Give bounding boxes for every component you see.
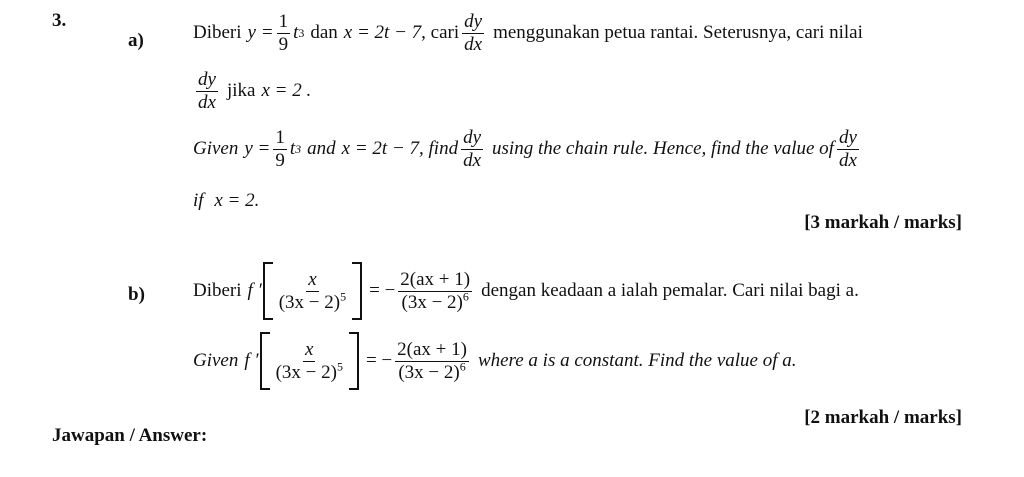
inner-denominator-exponent: 5	[336, 359, 343, 374]
word-diberi: Diberi	[193, 280, 242, 301]
f-prime: f ′	[244, 350, 259, 371]
equals-minus: = −	[369, 280, 396, 301]
part-a-malay-line-2	[193, 70, 311, 113]
inner-fraction	[274, 340, 345, 383]
variable-t: t	[293, 22, 299, 44]
variable-t: t	[289, 138, 296, 160]
question-number: 3.	[52, 10, 67, 31]
rhs-denominator-base: (3x − 2)	[401, 291, 463, 313]
x-value: x = 2 .	[261, 80, 312, 102]
fraction-denominator: 9	[275, 149, 285, 171]
x-expression: x = 2t − 7	[341, 138, 420, 160]
y-equals: y =	[247, 22, 274, 44]
word-dan: dan	[310, 22, 338, 44]
x-expression: x = 2t − 7	[343, 22, 422, 44]
word-find: , find	[419, 138, 459, 160]
malay-instruction-text: dengan keadaan a ialah pemalar. Cari nilai bagi a.	[481, 280, 859, 301]
fraction-numerator: 1	[278, 11, 289, 32]
inner-denominator-base: (3x − 2)	[275, 361, 337, 383]
word-given: Given	[193, 138, 239, 160]
left-bracket	[263, 262, 273, 320]
y-equals: y =	[244, 138, 271, 160]
answer-label: Jawapan / Answer:	[52, 425, 208, 446]
part-a-label: a)	[128, 30, 144, 51]
rhs-denominator-exponent: 6	[462, 289, 469, 304]
part-b-malay-line	[193, 262, 859, 320]
right-bracket	[349, 332, 359, 390]
inner-denominator	[274, 359, 345, 383]
inner-denominator	[277, 289, 348, 313]
rhs-denominator-exponent: 6	[459, 359, 466, 374]
part-b-marks: [2 markah / marks]	[804, 407, 962, 428]
word-diberi: Diberi	[193, 22, 242, 44]
rhs-denominator-base: (3x − 2)	[398, 361, 460, 383]
inner-numerator: x	[305, 338, 314, 360]
word-if: if	[193, 190, 204, 211]
word-given: Given	[193, 350, 239, 371]
right-bracket	[352, 262, 362, 320]
rhs-fraction	[395, 340, 469, 383]
inner-denominator-exponent: 5	[340, 289, 347, 304]
derivative-denominator: dx	[464, 33, 483, 55]
word-cari: , cari	[421, 22, 460, 44]
derivative-dy-dx	[837, 128, 859, 171]
part-a-english-line-2	[193, 190, 259, 212]
part-a-malay-line-1: Diberi y = $\frac{1}{9}$ t 3 dan x = 2t − 7 , cari $\frac{dy}{dx}$ menggunakan petua rantai. Seterusnya, cari nilai	[193, 11, 863, 55]
rhs-denominator	[396, 359, 467, 383]
inner-fraction	[277, 270, 348, 313]
derivative-numerator: dy	[198, 69, 216, 90]
rhs-numerator: 2(ax + 1)	[400, 268, 471, 290]
english-instruction-text: using the chain rule. Hence, find the value of	[492, 138, 834, 160]
derivative-numerator: dy	[463, 127, 482, 148]
fraction-one-ninth	[273, 128, 287, 171]
derivative-denominator: dx	[838, 149, 857, 171]
derivative-numerator: dy	[464, 11, 483, 32]
x-value: x = 2.	[214, 190, 260, 211]
part-b-english-line	[193, 332, 797, 390]
derivative-dy-dx	[461, 128, 483, 171]
derivative-dy-dx	[196, 70, 218, 113]
f-prime: f ′	[247, 280, 262, 301]
part-a-marks: [3 markah / marks]	[804, 212, 962, 233]
rhs-fraction	[398, 270, 472, 313]
inner-numerator: x	[308, 268, 317, 290]
fraction-denominator: 9	[278, 33, 289, 55]
derivative-denominator: dx	[463, 149, 482, 171]
rhs-numerator: 2(ax + 1)	[397, 338, 467, 360]
rhs-denominator	[400, 289, 471, 313]
derivative-dy-dx	[462, 12, 484, 55]
fraction-one-ninth	[277, 12, 291, 55]
left-bracket	[260, 332, 270, 390]
fraction-numerator: 1	[275, 127, 285, 148]
part-a-english-line-1: Given y = $\frac{1}{9}$ t 3 and x = 2t − 7 , find $\frac{dy}{dx}$ using the chain rule. Hence, find the value of $\frac{dy}{dx}$	[193, 127, 857, 171]
part-b-label: b)	[128, 284, 145, 305]
equals-minus: = −	[365, 350, 393, 371]
derivative-numerator: dy	[838, 127, 857, 148]
malay-instruction-text: menggunakan petua rantai. Seterusnya, cari nilai	[493, 22, 863, 44]
inner-denominator-base: (3x − 2)	[278, 291, 341, 313]
word-and: and	[307, 138, 336, 160]
english-instruction-text: where a is a constant. Find the value of a.	[477, 350, 797, 371]
derivative-denominator: dx	[198, 91, 216, 113]
word-jika: jika	[226, 80, 256, 102]
